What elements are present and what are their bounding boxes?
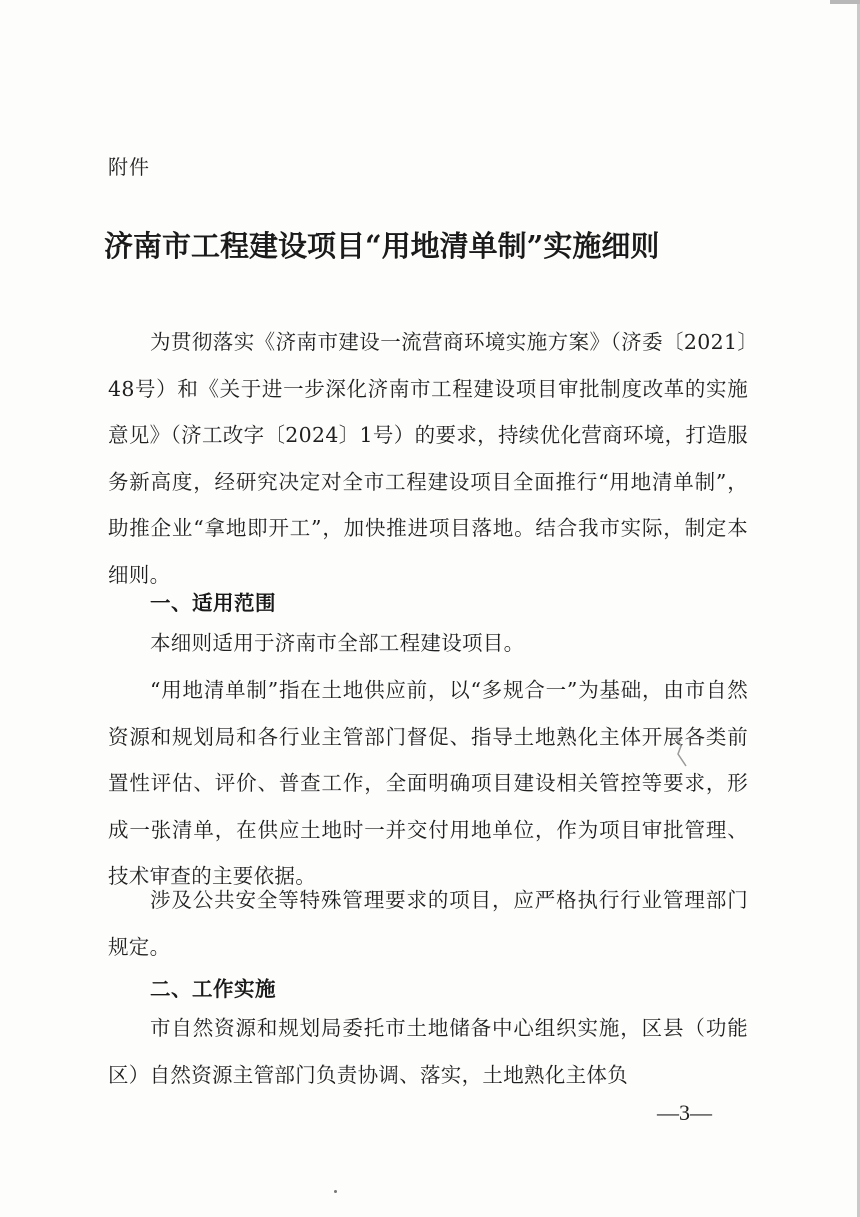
paragraph-intro: 为贯彻落实《济南市建设一流营商环境实施方案》（济委〔2021〕48号）和《关于进一步深化济南市工程建设项目审批制度改革的实施意见》（济工改字〔2024〕1号）的要求，持续优化营商环境，打造服务新高度，经研究决定对全市工程建设项目全面推行“用地清单制”，助推企业“拿地即开工”，加快推进项目落地。结合我市实际，制定本细则。 xyxy=(108,330,748,587)
paragraph-scope-3: 涉及公共安全等特殊管理要求的项目，应严格执行行业管理部门规定。 xyxy=(108,888,748,959)
page-number: —3— xyxy=(657,1100,712,1125)
paragraph-work-1: 市自然资源和规划局委托市土地储备中心组织实施，区县（功能区）自然资源主管部门负责协调、落实，土地熟化主体负 xyxy=(108,1016,748,1087)
paragraph-scope-1: 本细则适用于济南市全部工程建设项目。 xyxy=(150,631,525,655)
attachment-label: 附件 xyxy=(108,155,150,179)
scan-edge-corner xyxy=(830,0,860,4)
scan-speck xyxy=(334,1190,337,1193)
document-title: 济南市工程建设项目“用地清单制”实施细则 xyxy=(104,229,660,263)
pen-mark xyxy=(672,730,690,770)
section-heading-scope: 一、适用范围 xyxy=(150,591,276,615)
section-heading-work: 二、工作实施 xyxy=(150,977,276,1001)
paragraph-scope-2: “用地清单制”指在土地供应前，以“多规合一”为基础，由市自然资源和规划局和各行业主管部门督促、指导土地熟化主体开展各类前置性评估、评价、普查工作，全面明确项目建设相关管控等要求，形成一张清单，在供应土地时一并交付用地单位，作为项目审批管理、技术审查的主要依据。 xyxy=(108,678,748,888)
